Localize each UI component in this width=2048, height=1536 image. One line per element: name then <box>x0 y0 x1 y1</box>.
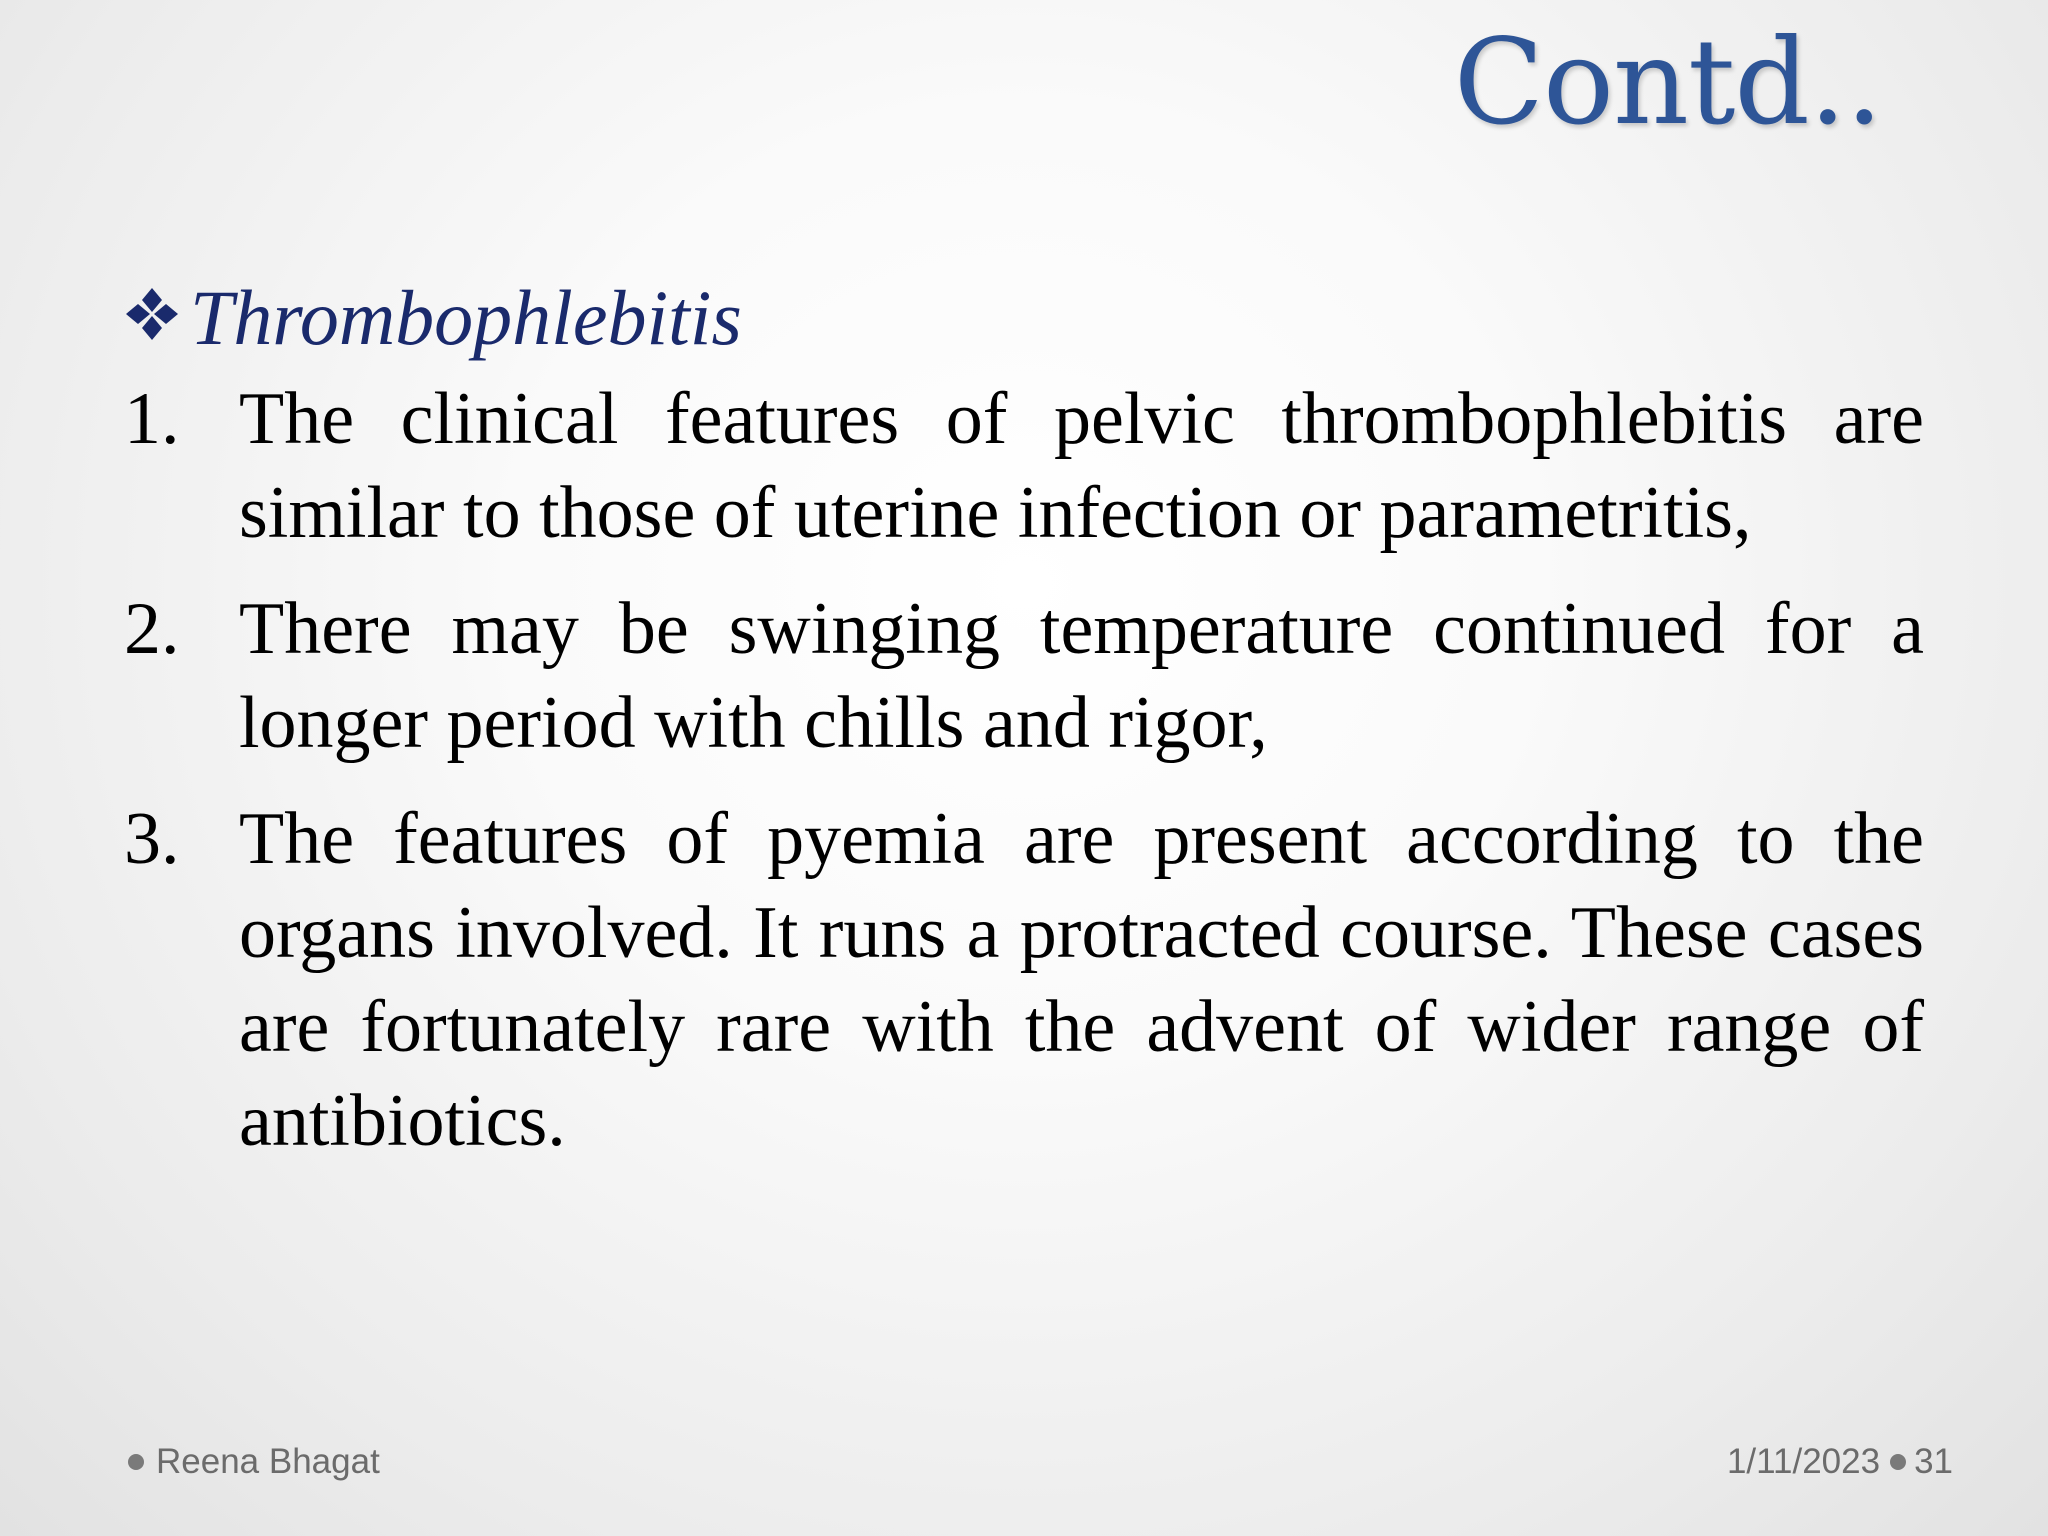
diamond-cluster-bullet-icon <box>124 286 180 342</box>
footer-date: 1/11/2023 <box>1726 1442 1881 1481</box>
list-item <box>124 792 1924 1168</box>
slide-title: Contd.. <box>1453 13 1882 151</box>
feature-list <box>124 372 1924 1168</box>
footer-page-number: 31 <box>1914 1442 1953 1481</box>
footer-dot-icon <box>128 1454 144 1470</box>
list-item-number: 2. <box>124 588 180 670</box>
footer-author <box>128 1442 380 1482</box>
list-item-text: The features of pyemia are present according to the organs involved. It runs a protracted course. These cases are fortunately rare with the advent of wider range of antibiotics. <box>239 798 1924 1162</box>
subheading <box>124 270 1924 366</box>
subheading-text: Thrombophlebitis <box>190 274 742 361</box>
slide-content <box>124 270 1924 1190</box>
footer-author-name: Reena Bhagat <box>156 1442 380 1481</box>
list-item-text: There may be swinging temperature continued for a longer period with chills and rigor, <box>239 588 1924 764</box>
footer-meta <box>1727 1442 1953 1482</box>
list-item-number: 1. <box>124 378 180 460</box>
list-item-number: 3. <box>124 798 180 880</box>
list-item <box>124 372 1924 560</box>
list-item <box>124 582 1924 770</box>
list-item-text: The clinical features of pelvic thrombophlebitis are similar to those of uterine infection or parametritis, <box>239 378 1924 554</box>
footer-dot-icon <box>1890 1454 1906 1470</box>
